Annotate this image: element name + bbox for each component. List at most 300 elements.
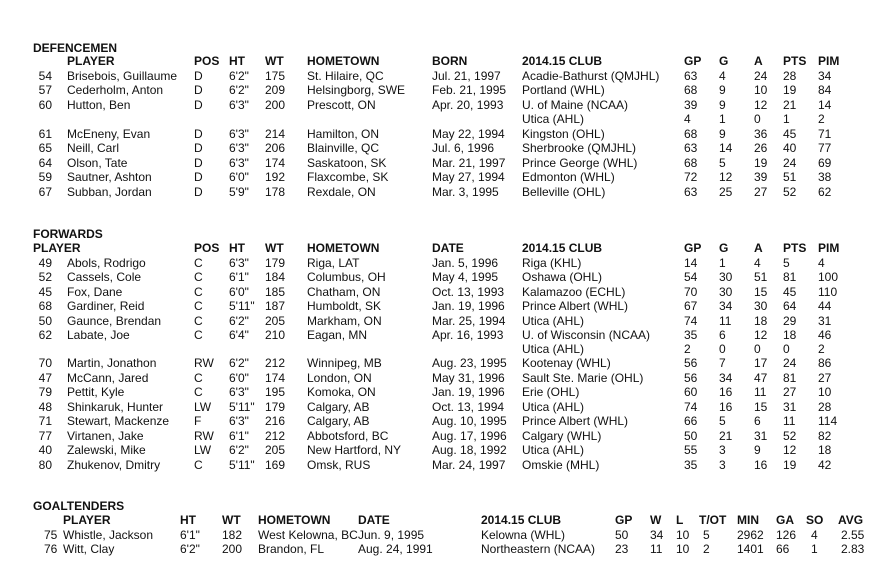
goals: 21 [719,429,733,443]
games-played: 63 [684,185,698,199]
column-header: T/OT [699,513,727,527]
weight: 182 [222,528,243,542]
penalty-minutes: 84 [818,83,832,97]
position: D [194,156,203,170]
club: Portland (WHL) [522,83,605,97]
club: Omskie (MHL) [522,458,600,472]
jersey-number: 52 [38,270,52,284]
points: 5 [783,256,790,270]
position: D [194,185,203,199]
goals: 9 [719,83,726,97]
points: 52 [783,429,797,443]
goals: 9 [719,98,726,112]
table-row [0,256,874,270]
birth-date: Aug. 17, 1996 [432,429,507,443]
height: 6'1" [229,429,249,443]
height: 6'2" [229,356,249,370]
weight: 214 [265,127,286,141]
assists: 17 [754,356,768,370]
points: 29 [783,314,797,328]
column-header: HOMETOWN [258,513,331,527]
hometown: St. Hilaire, QC [307,69,384,83]
goals-against: 66 [776,542,790,556]
goals: 5 [719,414,726,428]
points: 27 [783,385,797,399]
club: Erie (OHL) [522,385,580,399]
goals-against-average: 2.83 [841,542,865,556]
penalty-minutes: 69 [818,156,832,170]
weight: 200 [222,542,243,556]
player-name: Stewart, Mackenze [67,414,170,428]
points: 45 [783,285,797,299]
penalty-minutes: 46 [818,328,832,342]
penalty-minutes: 31 [818,314,832,328]
jersey-number: 70 [38,356,52,370]
weight: 169 [265,458,286,472]
weight: 187 [265,299,286,313]
assists: 16 [754,458,768,472]
table-row [0,342,874,356]
penalty-minutes: 10 [818,385,832,399]
hometown: Flaxcombe, SK [307,170,389,184]
player-name: Gaunce, Brendan [67,314,162,328]
column-header: PLAYER [33,241,81,255]
column-header: PIM [818,241,840,255]
penalty-minutes: 71 [818,127,832,141]
column-header: PTS [783,54,807,68]
points: 51 [783,170,797,184]
column-header: PLAYER [67,54,115,68]
assists: 26 [754,141,768,155]
table-header-row [0,54,874,68]
games-played: 60 [684,385,698,399]
table-row [0,385,874,399]
assists: 0 [754,342,761,356]
player-name: Hutton, Ben [67,98,131,112]
table-row [0,98,874,112]
player-name: Whistle, Jackson [63,528,154,542]
points: 52 [783,185,797,199]
goals-against-average: 2.55 [841,528,865,542]
hometown: Eagan, MN [307,328,368,342]
club: Calgary (WHL) [522,429,602,443]
height: 6'3" [229,127,249,141]
hometown: Saskatoon, SK [307,156,387,170]
column-header: A [754,241,763,255]
player-name: Subban, Jordan [67,185,152,199]
assists: 15 [754,400,768,414]
games-played: 70 [684,285,698,299]
birth-date: May 31, 1996 [432,371,505,385]
assists: 15 [754,285,768,299]
weight: 185 [265,285,286,299]
points: 24 [783,156,797,170]
penalty-minutes: 2 [818,342,825,356]
height: 5'11" [229,458,255,472]
club: Northeastern (NCAA) [481,542,596,556]
club: Edmonton (WHL) [522,170,615,184]
club: Kootenay (WHL) [522,356,611,370]
jersey-number: 60 [38,98,52,112]
birth-date: Jan. 19, 1996 [432,299,505,313]
position: C [194,371,203,385]
height: 6'2" [180,542,200,556]
table-row [0,429,874,443]
position: C [194,285,203,299]
games-played: 74 [684,400,698,414]
birth-date: Mar. 21, 1997 [432,156,506,170]
weight: 205 [265,443,286,457]
penalty-minutes: 34 [818,69,832,83]
table-row [0,141,874,155]
losses: 10 [676,528,690,542]
hometown: Winnipeg, MB [307,356,382,370]
penalty-minutes: 110 [818,285,838,299]
club: Utica (AHL) [522,112,585,126]
player-name: Sautner, Ashton [67,170,152,184]
weight: 192 [265,170,286,184]
points: 64 [783,299,797,313]
jersey-number: 65 [38,141,52,155]
table-row [0,83,874,97]
goals: 6 [719,328,726,342]
player-name: Witt, Clay [63,542,115,556]
column-header: GA [776,513,794,527]
weight: 200 [265,98,286,112]
points: 40 [783,141,797,155]
height: 6'3" [229,156,249,170]
points: 19 [783,83,797,97]
column-header: AVG [838,513,864,527]
height: 6'3" [229,141,249,155]
goals: 14 [719,141,733,155]
height: 6'0" [229,170,249,184]
games-played: 2 [684,342,691,356]
club: Utica (AHL) [522,342,585,356]
goals: 11 [719,314,732,328]
goals: 34 [719,371,733,385]
penalty-minutes: 4 [818,256,825,270]
table-row [0,528,874,542]
goals: 16 [719,400,733,414]
club: Utica (AHL) [522,314,585,328]
position: C [194,385,203,399]
weight: 216 [265,414,286,428]
table-row [0,356,874,370]
hometown: Calgary, AB [307,400,370,414]
table-row [0,270,874,284]
jersey-number: 61 [38,127,52,141]
goals: 1 [719,112,726,126]
games-played: 63 [684,141,698,155]
column-header: SO [806,513,824,527]
penalty-minutes: 27 [818,371,832,385]
games-played: 56 [684,356,698,370]
column-header: PTS [783,241,807,255]
player-name: McCann, Jared [67,371,149,385]
games-played: 63 [684,69,698,83]
table-row [0,371,874,385]
club: U. of Maine (NCAA) [522,98,629,112]
position: F [194,414,202,428]
jersey-number: 59 [38,170,52,184]
player-name: Martin, Jonathon [67,356,157,370]
hometown: New Hartford, NY [307,443,402,457]
club: Acadie-Bathurst (QMJHL) [522,69,660,83]
weight: 174 [265,371,286,385]
assists: 19 [754,156,768,170]
points: 0 [783,342,790,356]
penalty-minutes: 114 [818,414,838,428]
games-played: 68 [684,127,698,141]
player-name: Pettit, Kyle [67,385,125,399]
height: 6'2" [229,83,249,97]
table-row [0,285,874,299]
column-header: GP [615,513,633,527]
weight: 210 [265,328,286,342]
penalty-minutes: 14 [818,98,832,112]
games-played: 35 [684,458,698,472]
table-row [0,400,874,414]
assists: 12 [754,98,768,112]
hometown: Komoka, ON [307,385,376,399]
jersey-number: 49 [38,256,52,270]
penalty-minutes: 28 [818,400,832,414]
goals: 30 [719,270,733,284]
wins: 11 [650,542,663,556]
jersey-number: 64 [38,156,52,170]
birth-date: Jan. 5, 1996 [432,256,499,270]
column-header: 2014.15 CLUB [522,241,603,255]
points: 24 [783,356,797,370]
position: D [194,98,203,112]
birth-date: Jun. 9, 1995 [358,528,425,542]
birth-date: Oct. 13, 1993 [432,285,505,299]
table-header-row [0,513,874,527]
minutes: 2962 [737,528,764,542]
height: 6'3" [229,414,249,428]
assists: 47 [754,371,768,385]
column-header: W [650,513,662,527]
table-header-row [0,241,874,255]
hometown: Omsk, RUS [307,458,371,472]
column-header: POS [194,54,220,68]
column-header: DATE [432,241,464,255]
birth-date: Jul. 21, 1997 [432,69,501,83]
forwards-section-title: FORWARDS [33,227,103,241]
assists: 27 [754,185,768,199]
birth-date: May 27, 1994 [432,170,505,184]
birth-date: Oct. 13, 1994 [432,400,505,414]
hometown: London, ON [307,371,372,385]
goals: 5 [719,156,726,170]
games-played: 74 [684,314,698,328]
position: D [194,170,203,184]
weight: 212 [265,429,286,443]
games-played: 35 [684,328,698,342]
column-header: HOMETOWN [307,54,380,68]
club: Belleville (OHL) [522,185,606,199]
penalty-minutes: 42 [818,458,832,472]
jersey-number: 40 [38,443,52,457]
birth-date: Apr. 16, 1993 [432,328,504,342]
penalty-minutes: 44 [818,299,832,313]
games-played: 14 [684,256,698,270]
jersey-number: 79 [38,385,52,399]
height: 5'11" [229,400,255,414]
height: 6'3" [229,385,249,399]
shutouts: 4 [811,528,818,542]
column-header: WT [222,513,241,527]
birth-date: Aug. 10, 1995 [432,414,507,428]
games-played: 68 [684,156,698,170]
position: RW [194,429,214,443]
position: C [194,328,203,342]
assists: 51 [754,270,768,284]
column-header: 2014.15 CLUB [481,513,562,527]
player-name: Brisebois, Guillaume [67,69,178,83]
position: D [194,69,203,83]
defencemen-section-title: DEFENCEMEN [33,41,118,55]
assists: 0 [754,112,761,126]
column-header: BORN [432,54,468,68]
table-row [0,185,874,199]
jersey-number: 77 [38,429,52,443]
hometown: Chatham, ON [307,285,381,299]
penalty-minutes: 38 [818,170,832,184]
games-played: 67 [684,299,698,313]
goals: 7 [719,356,726,370]
player-name: Zalewski, Mike [67,443,146,457]
club: Sault Ste. Marie (OHL) [522,371,644,385]
hometown: Humboldt, SK [307,299,382,313]
goals: 30 [719,285,733,299]
position: C [194,270,203,284]
club: Oshawa (OHL) [522,270,603,284]
jersey-number: 50 [38,314,52,328]
weight: 206 [265,141,286,155]
points: 1 [783,112,790,126]
birth-date: Feb. 21, 1995 [432,83,507,97]
table-row [0,170,874,184]
birth-date: May 4, 1995 [432,270,499,284]
column-header: DATE [358,513,390,527]
column-header: HT [180,513,196,527]
height: 6'0" [229,371,249,385]
player-name: Labate, Joe [67,328,130,342]
height: 6'2" [229,443,249,457]
club: Riga (KHL) [522,256,582,270]
games-played: 50 [684,429,698,443]
jersey-number: 76 [44,542,58,556]
column-header: GP [684,54,702,68]
jersey-number: 71 [38,414,52,428]
penalty-minutes: 77 [818,141,832,155]
points: 19 [783,458,797,472]
hometown: Calgary, AB [307,414,370,428]
assists: 4 [754,256,761,270]
points: 28 [783,69,797,83]
column-header: POS [194,241,220,255]
column-header: HT [229,54,245,68]
club: Prince Albert (WHL) [522,414,629,428]
points: 18 [783,328,797,342]
weight: 195 [265,385,286,399]
jersey-number: 80 [38,458,52,472]
goals: 0 [719,342,726,356]
goals: 4 [719,69,726,83]
penalty-minutes: 2 [818,112,825,126]
position: D [194,141,203,155]
goals: 1 [719,256,726,270]
assists: 31 [754,429,768,443]
position: RW [194,356,214,370]
club: Utica (AHL) [522,443,585,457]
wins: 34 [650,528,664,542]
hometown: Riga, LAT [307,256,360,270]
assists: 39 [754,170,768,184]
player-name: Neill, Carl [67,141,120,155]
club: Prince Albert (WHL) [522,299,629,313]
table-row [0,458,874,472]
height: 6'3" [229,256,249,270]
column-header: WT [265,241,284,255]
jersey-number: 48 [38,400,52,414]
position: C [194,314,203,328]
height: 6'4" [229,328,249,342]
goals: 25 [719,185,733,199]
assists: 10 [754,83,768,97]
column-header: 2014.15 CLUB [522,54,603,68]
games-played: 4 [684,112,691,126]
birth-date: Aug. 23, 1995 [432,356,507,370]
column-header: A [754,54,763,68]
points: 21 [783,98,797,112]
goals: 3 [719,458,726,472]
points: 12 [783,443,797,457]
points: 11 [783,414,796,428]
weight: 178 [265,185,286,199]
birth-date: Aug. 18, 1992 [432,443,507,457]
player-name: Cassels, Cole [67,270,142,284]
penalty-minutes: 86 [818,356,832,370]
position: C [194,256,203,270]
points: 31 [783,400,797,414]
hometown: Abbotsford, BC [307,429,389,443]
jersey-number: 62 [38,328,52,342]
goals: 3 [719,443,726,457]
club: U. of Wisconsin (NCAA) [522,328,651,342]
position: LW [194,443,212,457]
column-header: G [719,241,729,255]
birth-date: Jul. 6, 1996 [432,141,495,155]
birth-date: Apr. 20, 1993 [432,98,504,112]
player-name: Zhukenov, Dmitry [67,458,161,472]
player-name: Virtanen, Jake [67,429,144,443]
games-played: 50 [615,528,629,542]
assists: 30 [754,299,768,313]
player-name: Cederholm, Anton [67,83,164,97]
column-header: WT [265,54,284,68]
column-header: HOMETOWN [307,241,380,255]
ties-overtime: 5 [703,528,710,542]
weight: 179 [265,400,286,414]
birth-date: Mar. 25, 1994 [432,314,506,328]
table-row [0,328,874,342]
height: 5'11" [229,299,255,313]
games-played: 72 [684,170,698,184]
hometown: Markham, ON [307,314,382,328]
